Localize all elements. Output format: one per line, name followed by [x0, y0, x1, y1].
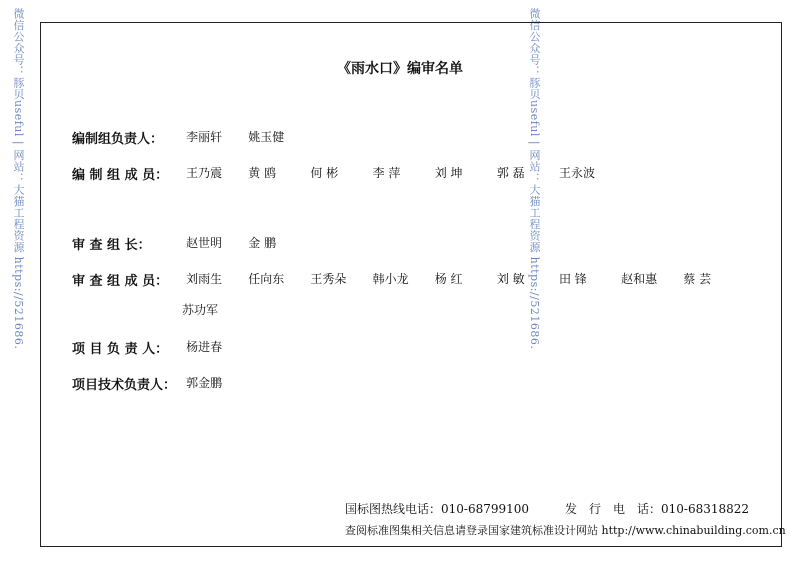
row-compile-lead	[72, 128, 746, 147]
person-name: 郭金鹏	[186, 376, 223, 390]
row-label: 项目技术负责人：	[72, 378, 177, 393]
person-name: 刘 坤	[434, 166, 463, 180]
person-name: 李 萍	[372, 166, 401, 180]
person-name: 王永波	[558, 166, 595, 180]
name-list	[186, 164, 746, 181]
row-label: 项 目 负 责 人：	[72, 342, 169, 357]
website-text: 查阅标准图集相关信息请登录国家建筑标准设计网站 http://www.chinabuilding.com.cn	[345, 524, 786, 537]
person-name: 赵世明	[186, 236, 223, 250]
person-name: 赵和惠	[621, 272, 658, 286]
row-review-members	[72, 270, 746, 289]
row-label: 编 制 组 成 员：	[72, 168, 169, 183]
person-name: 任向东	[248, 272, 285, 286]
person-name: 王乃震	[186, 166, 223, 180]
row-compile-members	[72, 164, 746, 183]
person-name: 王秀朵	[310, 272, 347, 286]
name-list	[186, 128, 746, 145]
continuation-name: 苏功军	[182, 303, 219, 317]
person-name: 田 锋	[558, 272, 587, 286]
person-name: 姚玉健	[248, 130, 285, 144]
row-label: 审 查 组 成 员：	[72, 274, 169, 289]
watermark-center: 微信公众号：豚贝useful | 网站：大猫工程资源 https://521686.	[528, 8, 541, 350]
row-review-lead	[72, 234, 746, 253]
person-name: 何 彬	[310, 166, 339, 180]
name-list	[186, 234, 746, 251]
name-list	[186, 338, 746, 355]
issue-phone-text: 发 行 电 话：010-68318822	[565, 502, 750, 516]
watermark-left: 微信公众号：豚贝useful | 网站：大猫工程资源 https://521686.	[12, 8, 25, 350]
person-name: 杨进春	[186, 340, 223, 354]
document-title: 《雨水口》编审名单	[337, 61, 463, 77]
person-name: 李丽轩	[186, 130, 223, 144]
person-name: 蔡 芸	[683, 272, 712, 286]
person-name: 金 鹏	[248, 236, 277, 250]
person-name: 郭 磊	[496, 166, 525, 180]
row-label: 编制组负责人：	[72, 132, 164, 147]
person-name: 刘雨生	[186, 272, 223, 286]
hotline-text: 国标图热线电话：010-68799100	[345, 502, 530, 516]
row-project-lead	[72, 338, 746, 357]
name-list	[186, 374, 746, 391]
person-name: 黄 鸥	[248, 166, 277, 180]
person-name: 刘 敏	[496, 272, 525, 286]
person-name: 杨 红	[434, 272, 463, 286]
row-label: 审 查 组 长：	[72, 238, 151, 253]
row-tech-lead	[72, 374, 746, 393]
person-name: 韩小龙	[372, 272, 409, 286]
name-list	[186, 270, 746, 287]
